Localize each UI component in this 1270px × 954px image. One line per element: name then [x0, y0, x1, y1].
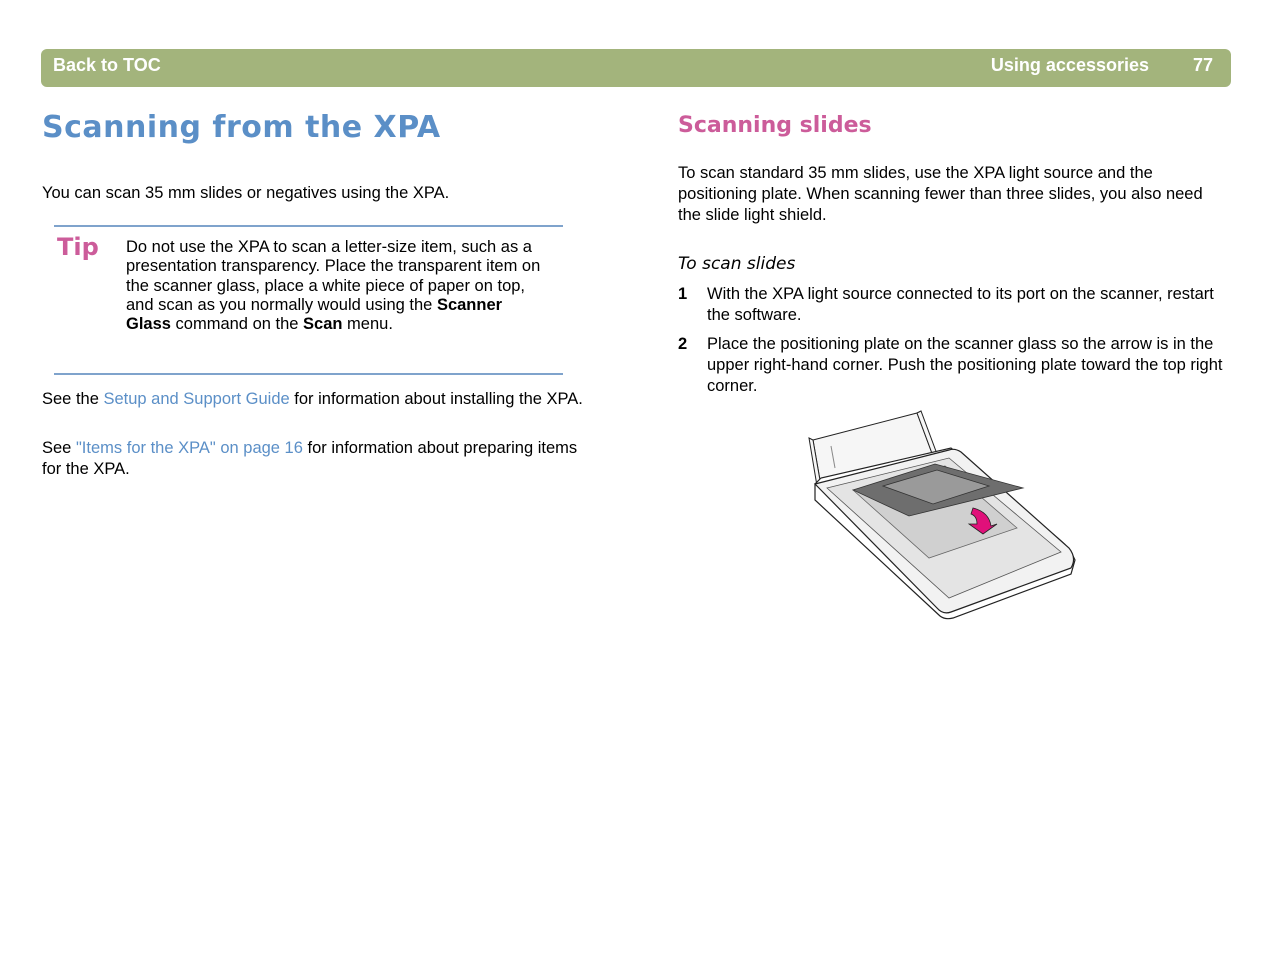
- header-bar: [41, 49, 1231, 87]
- tip-text-part: Do not use the XPA to scan a letter-size item, such as a presentation transparency. Place the transparent item on the scanner glass, place a white piece of paper on top, and scan as you normally would using the: [126, 238, 541, 314]
- step-text: With the XPA light source connected to its port on the scanner, restart the software.: [707, 285, 1214, 324]
- page-title: Scanning from the XPA: [42, 110, 441, 145]
- tip-box: [54, 225, 563, 375]
- scanning-slides-heading: Scanning slides: [678, 113, 872, 138]
- tip-label: Tip: [57, 233, 99, 261]
- paragraph-text: for information about preparing items for the XPA.: [42, 439, 578, 478]
- items-for-xpa-link[interactable]: "Items for the XPA" on page 16: [75, 439, 303, 457]
- step-text: Place the positioning plate on the scanner glass so the arrow is in the upper right-hand corner. Push the positioning plate toward the top right corner.: [707, 335, 1223, 395]
- paragraph-text: for information about installing the XPA.: [289, 390, 583, 408]
- paragraph-text: See: [42, 439, 76, 457]
- back-to-toc-link[interactable]: Back to TOC: [53, 55, 161, 75]
- scanner-glass-command: Scanner Glass: [126, 295, 503, 334]
- page-number: 77: [1192, 55, 1213, 75]
- tip-text-part: command on the: [170, 315, 304, 334]
- see-setup-guide-paragraph: [42, 389, 587, 410]
- tip-text: [126, 238, 546, 334]
- intro-text: You can scan 35 mm slides or negatives using the XPA.: [42, 184, 450, 202]
- scanner-illustration: [805, 408, 1080, 620]
- slides-intro-text: To scan standard 35 mm slides, use the XPA light source and the positioning plate. When scanning fewer than three slides, you also need the slide light shield.: [678, 164, 1203, 224]
- step-number: 2: [678, 335, 688, 353]
- step-number: 1: [678, 285, 688, 303]
- procedure-title: To scan slides: [678, 254, 796, 274]
- section-title: Using accessories: [990, 55, 1149, 75]
- tip-text-part: menu.: [342, 315, 393, 334]
- scan-menu-name: Scan: [303, 315, 343, 334]
- see-items-paragraph: [42, 438, 587, 480]
- setup-support-guide-link[interactable]: Setup and Support Guide: [103, 390, 290, 408]
- paragraph-text: See the: [42, 390, 104, 408]
